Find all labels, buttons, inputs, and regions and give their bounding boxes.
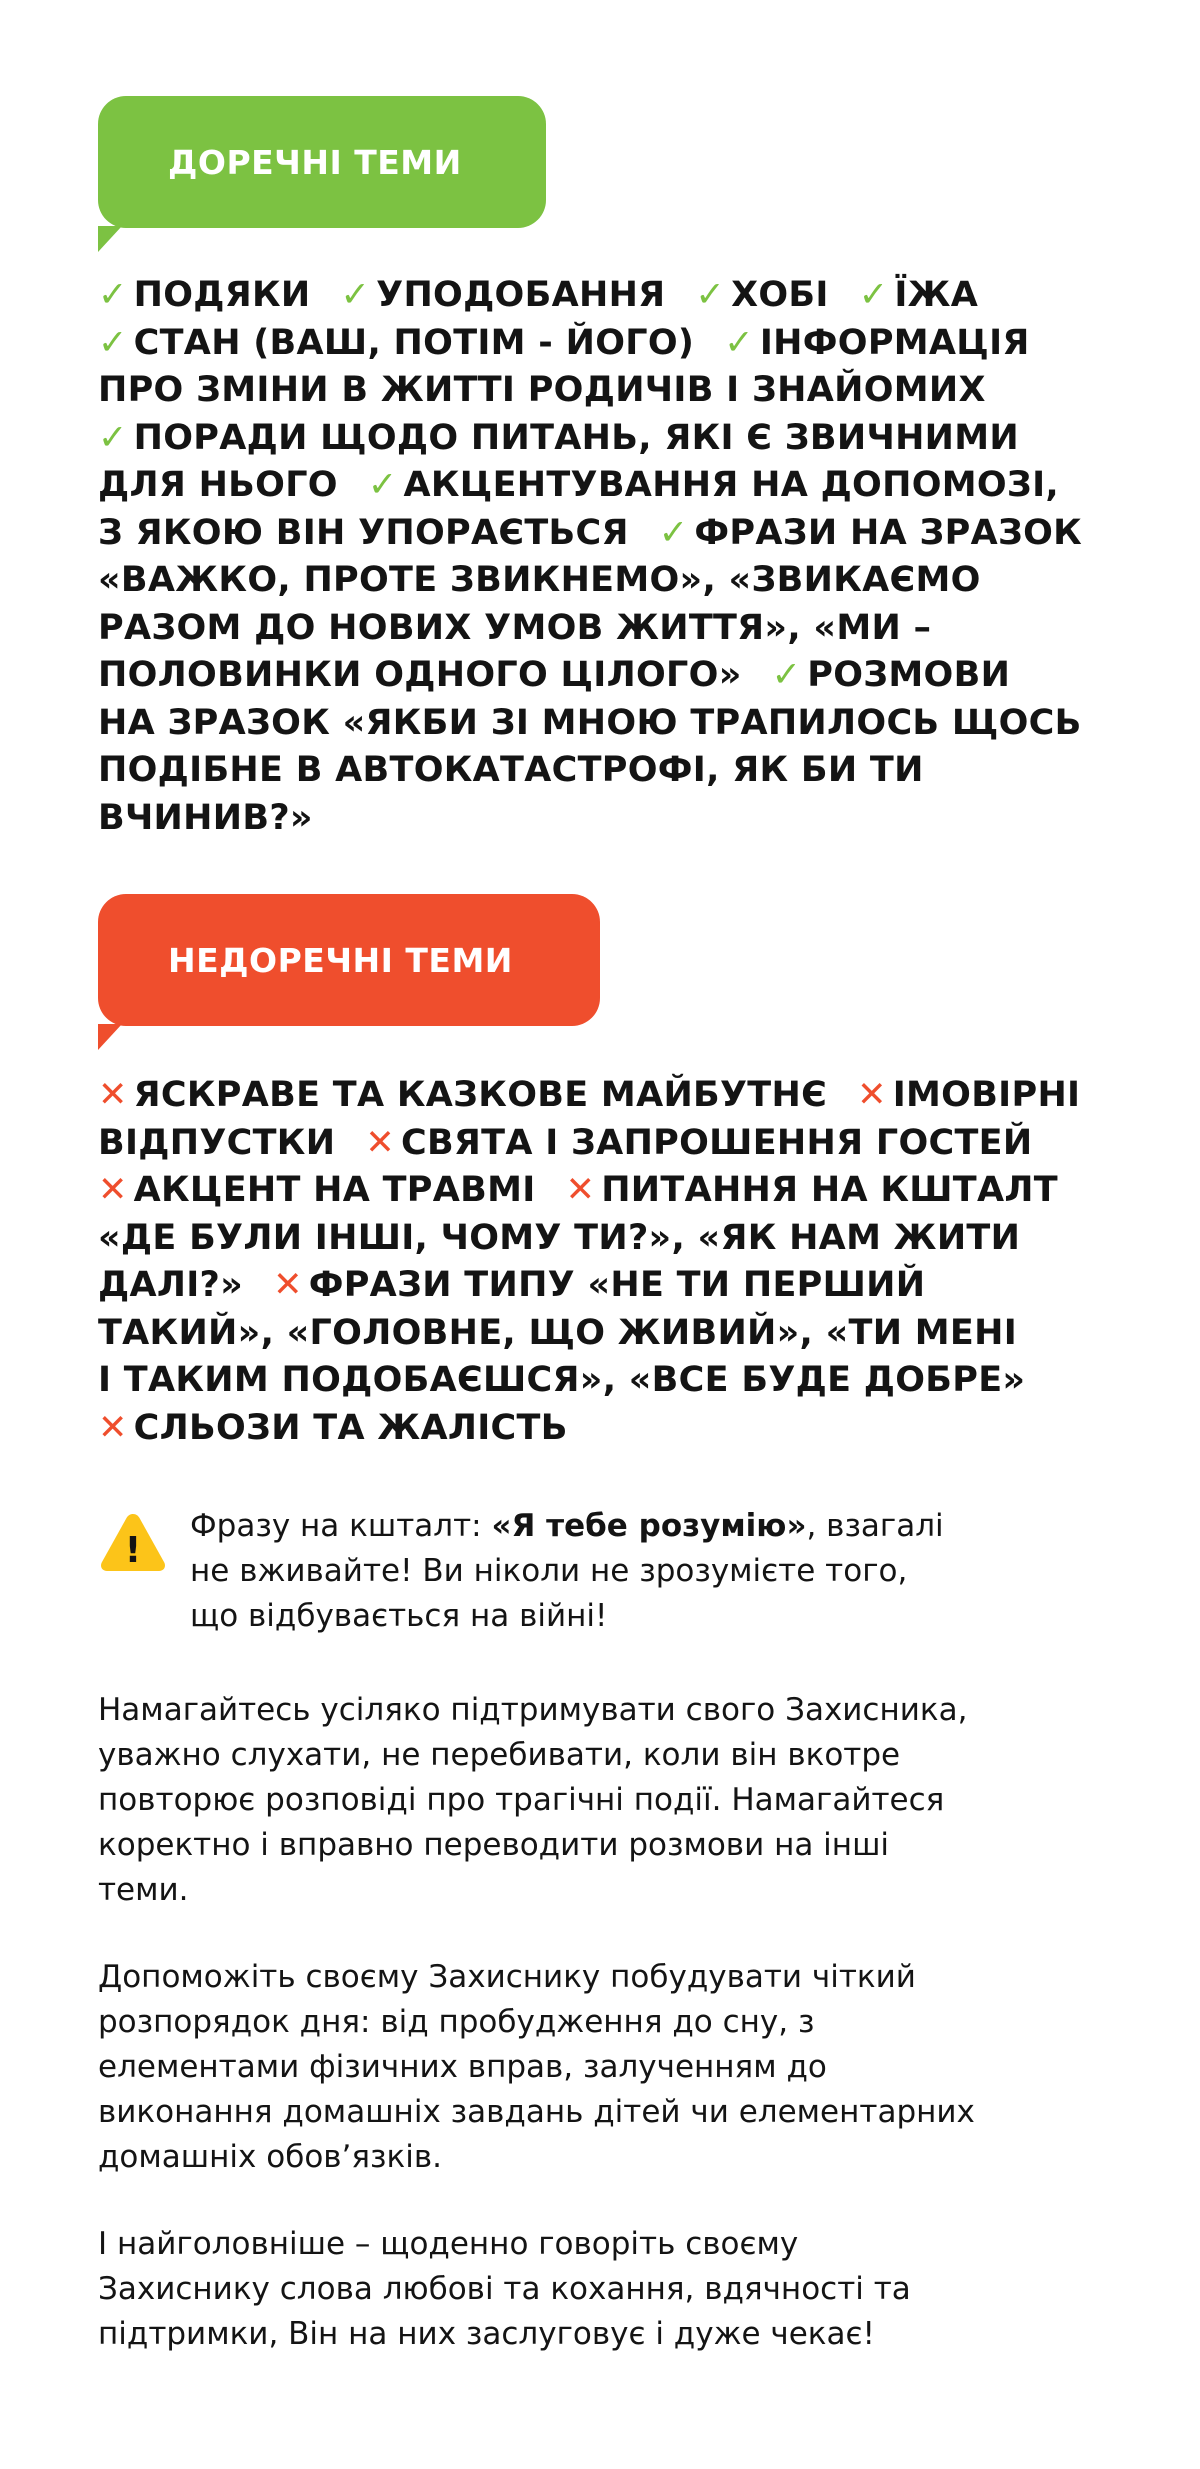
- topic-item: [98, 560, 981, 600]
- appropriate-topics-heading: [98, 96, 546, 228]
- topic-line: [98, 272, 1098, 320]
- paragraph-line: підтримки, Він на них заслуговує і дуже чекає!: [98, 2316, 875, 2352]
- cross-icon: ✕: [98, 1407, 128, 1448]
- check-icon: ✓: [98, 417, 128, 458]
- inappropriate-topics-title: НЕДОРЕЧНІ ТЕМИ: [168, 940, 513, 980]
- topic-item: [724, 323, 1029, 363]
- topic-line: [98, 700, 1098, 748]
- paragraph-line: повторює розповіді про трагічні події. Намагайтеся: [98, 1782, 945, 1818]
- topic-item: [341, 275, 666, 315]
- cross-icon: ✕: [365, 1122, 395, 1163]
- topic-text: ВІДПУСТКИ: [98, 1122, 336, 1163]
- topic-text: ХОБІ: [731, 275, 829, 315]
- inappropriate-topics-heading: [98, 894, 600, 1026]
- paragraph-line: Намагайтесь усіляко підтримувати свого Захисника,: [98, 1692, 968, 1728]
- topic-line: [98, 1405, 1098, 1453]
- check-icon: ✓: [658, 512, 689, 553]
- appropriate-topics-list: [98, 272, 1098, 842]
- topic-text: ЯСКРАВЕ ТА КАЗКОВЕ МАЙБУТНЄ: [133, 1075, 828, 1115]
- topic-line: [98, 795, 1098, 843]
- topic-item: [98, 1360, 1025, 1400]
- cross-icon: ✕: [565, 1170, 596, 1210]
- warning-line-1: Фразу на кшталт: «Я тебе розумію», взагалі: [190, 1508, 944, 1544]
- topic-text: ПОДІБНЕ В АВТОКАТАСТРОФІ, ЯК БИ ТИ: [98, 750, 924, 790]
- check-icon: ✓: [98, 322, 128, 363]
- topic-item: [98, 798, 313, 838]
- topic-line: [98, 1120, 1098, 1168]
- topic-line: [98, 462, 1098, 510]
- topic-item: [368, 465, 1059, 505]
- topic-text: «ДЕ БУЛИ ІНШІ, ЧОМУ ТИ?», «ЯК НАМ ЖИТИ: [98, 1217, 1021, 1258]
- topic-item: [566, 1170, 1058, 1210]
- topic-text: З ЯКОЮ ВІН УПОРАЄТЬСЯ: [98, 512, 629, 553]
- topic-text: НА ЗРАЗОК «ЯКБИ ЗІ МНОЮ ТРАПИЛОСЬ ЩОСЬ: [98, 702, 1082, 743]
- topic-line: [98, 1310, 1098, 1358]
- warning-exclamation: !: [124, 1530, 142, 1571]
- topic-item: [98, 418, 1019, 458]
- topic-text: ПОДЯКИ: [133, 275, 311, 315]
- topic-item: [98, 370, 986, 410]
- topic-line: [98, 320, 1098, 368]
- topic-text: ДЛЯ НЬОГО: [98, 465, 338, 505]
- topic-text: ПРО ЗМІНИ В ЖИТТІ РОДИЧІВ І ЗНАЙОМИХ: [98, 370, 986, 410]
- topic-text: ІМОВІРНІ: [892, 1075, 1081, 1115]
- topic-item: [98, 608, 931, 648]
- paragraph-line: виконання домашніх завдань дітей чи елементарних: [98, 2094, 975, 2130]
- paragraph-line: Допоможіть своєму Захиснику побудувати чіткий: [98, 1959, 916, 1995]
- topic-text: СВЯТА І ЗАПРОШЕННЯ ГОСТЕЙ: [400, 1122, 1033, 1163]
- inappropriate-topics-list: [98, 1072, 1098, 1452]
- topic-line: [98, 510, 1098, 558]
- warning-quote: «Я тебе розумію»: [491, 1508, 807, 1544]
- topic-text: ПОЛОВИНКИ ОДНОГО ЦІЛОГО»: [98, 655, 742, 695]
- check-icon: ✓: [771, 655, 802, 695]
- topic-text: І ТАКИМ ПОДОБАЄШСЯ», «ВСЕ БУДЕ ДОБРЕ»: [98, 1360, 1026, 1400]
- topic-line: [98, 557, 1098, 605]
- topic-item: [98, 1123, 335, 1163]
- cross-icon: ✕: [857, 1075, 887, 1115]
- topic-item: [273, 1265, 925, 1305]
- topic-text: АКЦЕНТУВАННЯ НА ДОПОМОЗІ,: [403, 465, 1060, 505]
- topic-text: РОЗМОВИ: [807, 655, 1011, 695]
- paragraph-line: домашніх обов’язків.: [98, 2139, 442, 2175]
- topic-text: ДАЛІ?»: [98, 1265, 244, 1305]
- check-icon: ✓: [98, 275, 128, 315]
- check-icon: ✓: [367, 465, 398, 505]
- topic-item: [695, 275, 828, 315]
- topic-text: СЛЬОЗИ ТА ЖАЛІСТЬ: [133, 1407, 568, 1448]
- topic-item: [659, 513, 1082, 553]
- topic-item: [98, 1218, 1020, 1258]
- topic-item: [98, 655, 742, 695]
- paragraph-most-important: [98, 2222, 1118, 2357]
- topic-item: [98, 1075, 827, 1115]
- warning-line-2: не вживайте! Ви ніколи не зрозумієте того,: [190, 1553, 908, 1589]
- warning-line-3: що відбувається на війні!: [190, 1598, 608, 1634]
- topic-line: [98, 1167, 1098, 1215]
- topic-item: [859, 275, 979, 315]
- topic-line: [98, 1262, 1098, 1310]
- topic-line: [98, 652, 1098, 700]
- paragraph-line: елементами фізичних вправ, залученням до: [98, 2049, 827, 2085]
- paragraph-line: І найголовніше – щоденно говоріть своєму: [98, 2226, 799, 2262]
- cross-icon: ✕: [98, 1170, 128, 1210]
- check-icon: ✓: [695, 275, 726, 315]
- topic-text: ВЧИНИВ?»: [98, 797, 313, 838]
- topic-item: [98, 1170, 536, 1210]
- topic-text: ІНФОРМАЦІЯ: [759, 322, 1030, 363]
- topic-text: ФРАЗИ ТИПУ «НЕ ТИ ПЕРШИЙ: [308, 1265, 926, 1305]
- check-icon: ✓: [858, 275, 889, 315]
- topic-item: [98, 323, 694, 363]
- paragraph-line: Захиснику слова любові та кохання, вдячності та: [98, 2271, 911, 2307]
- check-icon: ✓: [340, 275, 371, 315]
- topic-text: ТАКИЙ», «ГОЛОВНЕ, ЩО ЖИВИЙ», «ТИ МЕНІ: [98, 1312, 1018, 1353]
- topic-line: [98, 415, 1098, 463]
- topic-item: [365, 1123, 1032, 1163]
- topic-line: [98, 605, 1098, 653]
- paragraph-line: коректно і вправно переводити розмови на інші: [98, 1827, 890, 1863]
- check-icon: ✓: [724, 322, 754, 363]
- topic-line: [98, 1357, 1098, 1405]
- appropriate-topics-title: ДОРЕЧНІ ТЕМИ: [168, 142, 462, 182]
- cross-icon: ✕: [98, 1075, 128, 1115]
- topic-text: СТАН (ВАШ, ПОТІМ - ЙОГО): [133, 322, 695, 363]
- topic-text: ФРАЗИ НА ЗРАЗОК: [694, 512, 1083, 553]
- warning-triangle-icon: [98, 1510, 168, 1574]
- topic-text: УПОДОБАННЯ: [376, 275, 666, 315]
- topic-item: [98, 1313, 1017, 1353]
- topic-item: [98, 703, 1082, 743]
- topic-line: [98, 1072, 1098, 1120]
- topic-item: [98, 465, 338, 505]
- paragraph-daily-routine: [98, 1955, 1118, 2180]
- topic-item: [857, 1075, 1080, 1115]
- topic-item: [772, 655, 1011, 695]
- topic-line: [98, 747, 1098, 795]
- topic-line: [98, 1215, 1098, 1263]
- topic-item: [98, 750, 924, 790]
- paragraph-line: уважно слухати, не перебивати, коли він вкотре: [98, 1737, 901, 1773]
- warning-note: [190, 1504, 1090, 1639]
- cross-icon: ✕: [273, 1265, 303, 1305]
- topic-text: «ВАЖКО, ПРОТЕ ЗВИКНЕМО», «ЗВИКАЄМО: [98, 560, 981, 600]
- topic-text: ЇЖА: [894, 275, 979, 315]
- topic-text: ПИТАННЯ НА КШТАЛТ: [601, 1170, 1058, 1210]
- topic-item: [98, 513, 629, 553]
- paragraph-support: [98, 1688, 1118, 1913]
- topic-item: [98, 275, 311, 315]
- paragraph-line: теми.: [98, 1872, 189, 1908]
- topic-text: АКЦЕНТ НА ТРАВМІ: [133, 1170, 536, 1210]
- topic-text: ПОРАДИ ЩОДО ПИТАНЬ, ЯКІ Є ЗВИЧНИМИ: [133, 417, 1019, 458]
- paragraph-line: розпорядок дня: від пробудження до сну, з: [98, 2004, 815, 2040]
- topic-item: [98, 1265, 243, 1305]
- topic-line: [98, 367, 1098, 415]
- topic-text: РАЗОМ ДО НОВИХ УМОВ ЖИТТЯ», «МИ –: [98, 607, 932, 648]
- topic-item: [98, 1408, 568, 1448]
